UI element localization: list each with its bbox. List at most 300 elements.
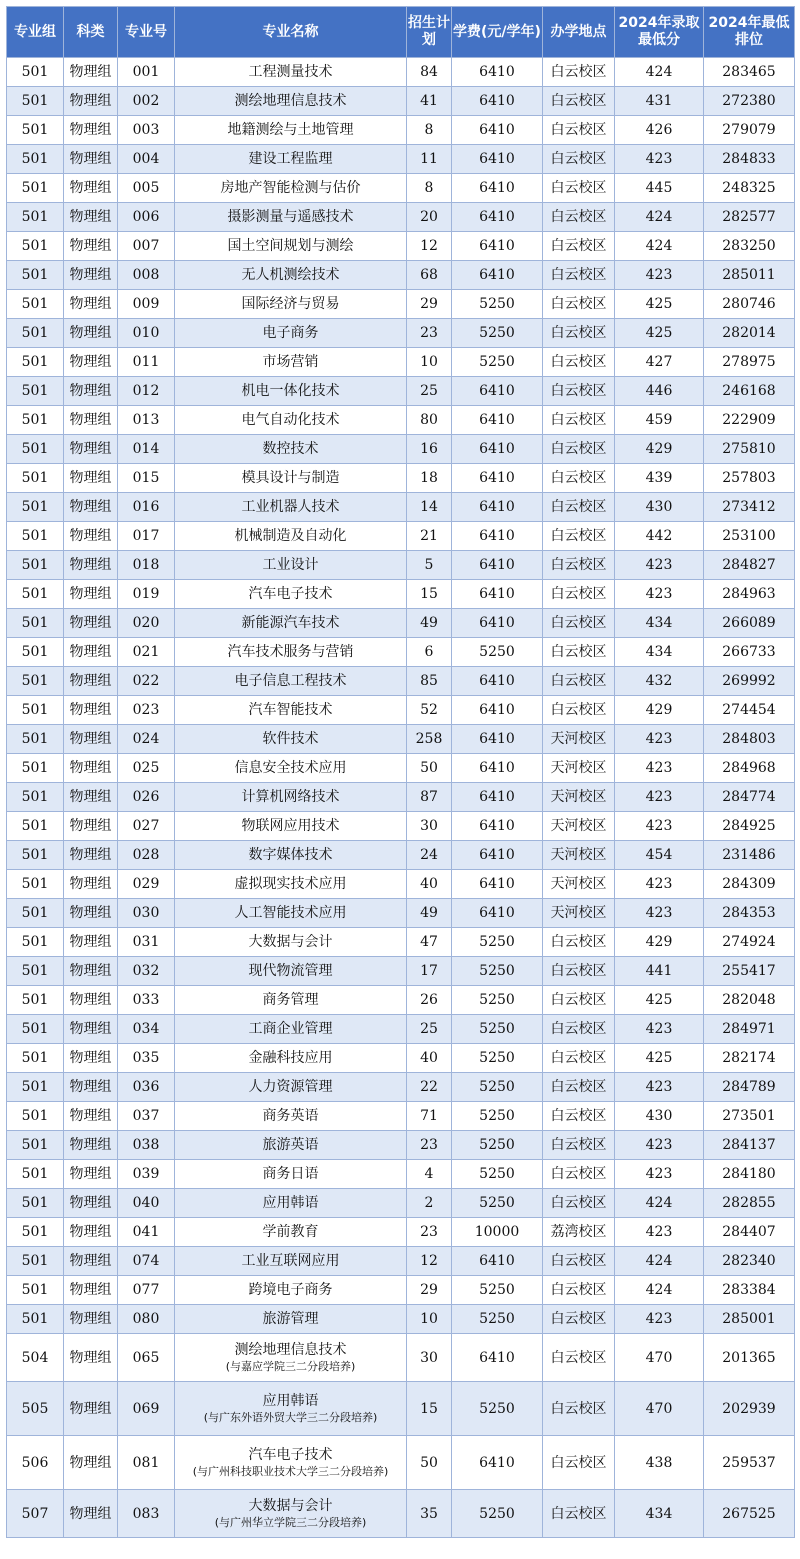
cell-major-no: 022 — [118, 667, 175, 696]
cell-min-score: 423 — [615, 754, 704, 783]
major-name-text: 电气自动化技术 — [241, 412, 340, 428]
table-row — [7, 1305, 795, 1334]
cell-campus: 荔湾校区 — [543, 1218, 615, 1247]
cell-group: 501 — [7, 1276, 64, 1305]
major-name-text: 国际经济与贸易 — [241, 296, 340, 312]
cell-plan: 6 — [407, 638, 452, 667]
cell-group: 501 — [7, 261, 64, 290]
cell-min-rank: 279079 — [704, 116, 795, 145]
major-name-text: 旅游管理 — [262, 1311, 319, 1327]
major-note-text: (与广州华立学院三二分段培养) — [214, 1515, 367, 1529]
cell-min-score: 430 — [615, 493, 704, 522]
cell-plan: 50 — [407, 1436, 452, 1490]
cell-fee: 6410 — [452, 145, 543, 174]
cell-group: 501 — [7, 1247, 64, 1276]
cell-plan: 10 — [407, 348, 452, 377]
cell-group: 501 — [7, 232, 64, 261]
major-name-text: 学前教育 — [262, 1224, 319, 1240]
major-name-text: 商务管理 — [262, 992, 319, 1008]
cell-major-no: 029 — [118, 870, 175, 899]
cell-fee: 6410 — [452, 58, 543, 87]
cell-campus: 白云校区 — [543, 1436, 615, 1490]
cell-plan: 2 — [407, 1189, 452, 1218]
major-name-text: 虚拟现实技术应用 — [234, 876, 347, 892]
cell-category: 物理组 — [64, 1073, 118, 1102]
cell-major-no: 013 — [118, 406, 175, 435]
cell-category: 物理组 — [64, 203, 118, 232]
cell-category: 物理组 — [64, 1189, 118, 1218]
cell-min-score: 439 — [615, 464, 704, 493]
cell-plan: 68 — [407, 261, 452, 290]
cell-fee: 5250 — [452, 638, 543, 667]
cell-min-rank: 266089 — [704, 609, 795, 638]
cell-campus: 白云校区 — [543, 1276, 615, 1305]
major-name-text: 跨境电子商务 — [248, 1282, 333, 1298]
major-name-text: 无人机测绘技术 — [241, 267, 340, 283]
cell-min-score: 445 — [615, 174, 704, 203]
cell-major-no: 019 — [118, 580, 175, 609]
major-name-text: 金融科技应用 — [248, 1050, 333, 1066]
header-category: 科类 — [64, 7, 118, 58]
cell-group: 501 — [7, 638, 64, 667]
cell-category: 物理组 — [64, 696, 118, 725]
cell-fee: 6410 — [452, 87, 543, 116]
cell-major-no: 028 — [118, 841, 175, 870]
cell-min-score: 429 — [615, 696, 704, 725]
major-name-text: 工业机器人技术 — [241, 499, 340, 515]
cell-plan: 30 — [407, 812, 452, 841]
table-row — [7, 841, 795, 870]
table-row — [7, 522, 795, 551]
cell-min-rank: 202939 — [704, 1382, 795, 1436]
cell-major-no: 007 — [118, 232, 175, 261]
cell-major-no: 033 — [118, 986, 175, 1015]
cell-min-rank: 201365 — [704, 1334, 795, 1382]
header-group: 专业组 — [7, 7, 64, 58]
cell-major-name — [175, 1015, 407, 1044]
cell-min-rank: 284968 — [704, 754, 795, 783]
cell-min-rank: 284309 — [704, 870, 795, 899]
major-name-text: 商务英语 — [262, 1108, 319, 1124]
major-name-text: 现代物流管理 — [248, 963, 333, 979]
cell-fee: 6410 — [452, 493, 543, 522]
cell-min-score: 425 — [615, 319, 704, 348]
cell-min-score: 423 — [615, 1131, 704, 1160]
cell-min-score: 427 — [615, 348, 704, 377]
cell-campus: 天河校区 — [543, 812, 615, 841]
major-name-text: 地籍测绘与土地管理 — [227, 122, 354, 138]
cell-major-name — [175, 928, 407, 957]
cell-group: 501 — [7, 174, 64, 203]
cell-campus: 白云校区 — [543, 1189, 615, 1218]
cell-major-no: 037 — [118, 1102, 175, 1131]
cell-fee: 6410 — [452, 580, 543, 609]
cell-fee: 6410 — [452, 522, 543, 551]
cell-fee: 6410 — [452, 870, 543, 899]
cell-major-no: 039 — [118, 1160, 175, 1189]
cell-category: 物理组 — [64, 145, 118, 174]
cell-min-rank: 284353 — [704, 899, 795, 928]
cell-group: 501 — [7, 783, 64, 812]
cell-category: 物理组 — [64, 609, 118, 638]
cell-min-rank: 259537 — [704, 1436, 795, 1490]
cell-min-score: 423 — [615, 1160, 704, 1189]
cell-campus: 白云校区 — [543, 1102, 615, 1131]
cell-plan: 12 — [407, 232, 452, 261]
major-name-text: 人力资源管理 — [248, 1079, 333, 1095]
cell-min-rank: 282855 — [704, 1189, 795, 1218]
cell-min-rank: 284827 — [704, 551, 795, 580]
cell-major-name — [175, 174, 407, 203]
cell-group: 501 — [7, 986, 64, 1015]
cell-major-name — [175, 812, 407, 841]
table-row — [7, 580, 795, 609]
cell-min-score: 454 — [615, 841, 704, 870]
cell-major-name — [175, 58, 407, 87]
cell-category: 物理组 — [64, 116, 118, 145]
table-row — [7, 1276, 795, 1305]
cell-min-score: 423 — [615, 580, 704, 609]
cell-campus: 白云校区 — [543, 493, 615, 522]
cell-major-name — [175, 667, 407, 696]
cell-major-name — [175, 87, 407, 116]
cell-min-score: 432 — [615, 667, 704, 696]
header-fee: 学费(元/学年) — [452, 7, 543, 58]
cell-min-rank: 282340 — [704, 1247, 795, 1276]
cell-fee: 5250 — [452, 1305, 543, 1334]
cell-min-rank: 275810 — [704, 435, 795, 464]
cell-fee: 6410 — [452, 406, 543, 435]
cell-category: 物理组 — [64, 1015, 118, 1044]
cell-min-rank: 282014 — [704, 319, 795, 348]
cell-plan: 29 — [407, 290, 452, 319]
cell-major-name — [175, 754, 407, 783]
cell-major-name — [175, 899, 407, 928]
cell-group: 501 — [7, 754, 64, 783]
cell-campus: 白云校区 — [543, 551, 615, 580]
cell-category: 物理组 — [64, 319, 118, 348]
cell-campus: 天河校区 — [543, 725, 615, 754]
cell-campus: 白云校区 — [543, 145, 615, 174]
cell-min-rank: 284833 — [704, 145, 795, 174]
table-row — [7, 1044, 795, 1073]
cell-category: 物理组 — [64, 1334, 118, 1382]
cell-min-score: 423 — [615, 899, 704, 928]
cell-group: 501 — [7, 87, 64, 116]
cell-group: 501 — [7, 725, 64, 754]
cell-category: 物理组 — [64, 870, 118, 899]
cell-fee: 6410 — [452, 551, 543, 580]
cell-category: 物理组 — [64, 928, 118, 957]
cell-category: 物理组 — [64, 261, 118, 290]
cell-plan: 50 — [407, 754, 452, 783]
cell-min-score: 442 — [615, 522, 704, 551]
cell-major-no: 083 — [118, 1490, 175, 1538]
cell-plan: 30 — [407, 1334, 452, 1382]
cell-fee: 5250 — [452, 1131, 543, 1160]
table-row — [7, 899, 795, 928]
cell-category: 物理组 — [64, 957, 118, 986]
cell-fee: 6410 — [452, 725, 543, 754]
cell-category: 物理组 — [64, 377, 118, 406]
cell-plan: 80 — [407, 406, 452, 435]
cell-category: 物理组 — [64, 232, 118, 261]
cell-min-rank: 282577 — [704, 203, 795, 232]
cell-fee: 5250 — [452, 957, 543, 986]
cell-fee: 5250 — [452, 348, 543, 377]
cell-fee: 6410 — [452, 377, 543, 406]
cell-min-rank: 231486 — [704, 841, 795, 870]
cell-min-score: 434 — [615, 1490, 704, 1538]
cell-campus: 白云校区 — [543, 290, 615, 319]
major-name-text: 房地产智能检测与估价 — [220, 180, 361, 196]
table-row — [7, 1189, 795, 1218]
cell-major-no: 023 — [118, 696, 175, 725]
major-name-text: 机械制造及自动化 — [234, 528, 347, 544]
cell-group: 501 — [7, 957, 64, 986]
admission-table — [6, 6, 795, 1538]
cell-min-score: 430 — [615, 1102, 704, 1131]
table-row — [7, 1382, 795, 1436]
cell-fee: 5250 — [452, 1015, 543, 1044]
table-row — [7, 145, 795, 174]
cell-major-no: 005 — [118, 174, 175, 203]
cell-plan: 15 — [407, 1382, 452, 1436]
cell-campus: 白云校区 — [543, 986, 615, 1015]
cell-group: 501 — [7, 203, 64, 232]
cell-category: 物理组 — [64, 725, 118, 754]
major-name-text: 应用韩语 — [262, 1392, 319, 1409]
cell-campus: 白云校区 — [543, 696, 615, 725]
cell-plan: 26 — [407, 986, 452, 1015]
table-row — [7, 754, 795, 783]
cell-fee: 5250 — [452, 1044, 543, 1073]
cell-major-no: 031 — [118, 928, 175, 957]
table-row — [7, 696, 795, 725]
cell-major-no: 021 — [118, 638, 175, 667]
cell-min-score: 423 — [615, 870, 704, 899]
table-row — [7, 406, 795, 435]
cell-category: 物理组 — [64, 1044, 118, 1073]
cell-category: 物理组 — [64, 1382, 118, 1436]
cell-major-no: 015 — [118, 464, 175, 493]
cell-category: 物理组 — [64, 1305, 118, 1334]
cell-major-name — [175, 580, 407, 609]
cell-plan: 258 — [407, 725, 452, 754]
cell-group: 501 — [7, 319, 64, 348]
cell-min-rank: 284137 — [704, 1131, 795, 1160]
cell-major-no: 040 — [118, 1189, 175, 1218]
cell-category: 物理组 — [64, 348, 118, 377]
table-row — [7, 1247, 795, 1276]
cell-fee: 5250 — [452, 1189, 543, 1218]
table-row — [7, 870, 795, 899]
cell-min-rank: 284407 — [704, 1218, 795, 1247]
cell-fee: 6410 — [452, 609, 543, 638]
cell-campus: 白云校区 — [543, 377, 615, 406]
table-row — [7, 1160, 795, 1189]
header-row — [7, 7, 795, 58]
cell-major-name — [175, 232, 407, 261]
cell-min-rank: 283465 — [704, 58, 795, 87]
cell-major-no: 030 — [118, 899, 175, 928]
cell-fee: 5250 — [452, 1073, 543, 1102]
cell-group: 501 — [7, 609, 64, 638]
cell-min-score: 423 — [615, 1015, 704, 1044]
cell-group: 501 — [7, 1073, 64, 1102]
header-major-no: 专业号 — [118, 7, 175, 58]
table-row — [7, 377, 795, 406]
cell-category: 物理组 — [64, 667, 118, 696]
table-row — [7, 319, 795, 348]
cell-min-rank: 273412 — [704, 493, 795, 522]
table-row — [7, 1131, 795, 1160]
cell-fee: 6410 — [452, 464, 543, 493]
cell-major-name — [175, 406, 407, 435]
cell-group: 501 — [7, 464, 64, 493]
cell-category: 物理组 — [64, 174, 118, 203]
cell-major-name — [175, 203, 407, 232]
cell-min-rank: 274924 — [704, 928, 795, 957]
table-row — [7, 1015, 795, 1044]
cell-group: 501 — [7, 435, 64, 464]
table-row — [7, 116, 795, 145]
cell-category: 物理组 — [64, 493, 118, 522]
cell-group: 501 — [7, 1015, 64, 1044]
major-name-text: 数控技术 — [262, 441, 319, 457]
cell-plan: 71 — [407, 1102, 452, 1131]
major-name-text: 市场营销 — [262, 354, 319, 370]
cell-fee: 6410 — [452, 667, 543, 696]
cell-major-name — [175, 464, 407, 493]
cell-major-no: 041 — [118, 1218, 175, 1247]
cell-min-score: 423 — [615, 812, 704, 841]
cell-campus: 白云校区 — [543, 1131, 615, 1160]
table-row — [7, 493, 795, 522]
cell-category: 物理组 — [64, 899, 118, 928]
cell-group: 501 — [7, 1189, 64, 1218]
cell-major-no: 081 — [118, 1436, 175, 1490]
table-row — [7, 928, 795, 957]
cell-plan: 41 — [407, 87, 452, 116]
cell-category: 物理组 — [64, 580, 118, 609]
cell-group: 501 — [7, 522, 64, 551]
cell-major-no: 080 — [118, 1305, 175, 1334]
cell-category: 物理组 — [64, 638, 118, 667]
cell-campus: 白云校区 — [543, 580, 615, 609]
cell-campus: 白云校区 — [543, 1160, 615, 1189]
cell-major-name — [175, 638, 407, 667]
cell-category: 物理组 — [64, 841, 118, 870]
cell-campus: 白云校区 — [543, 957, 615, 986]
header-major-name: 专业名称 — [175, 7, 407, 58]
major-note-text: (与嘉应学院三二分段培养) — [225, 1359, 356, 1373]
major-note-text: (与广州科技职业技术大学三二分段培养) — [192, 1464, 389, 1478]
cell-major-name — [175, 493, 407, 522]
cell-campus: 天河校区 — [543, 870, 615, 899]
cell-major-no: 038 — [118, 1131, 175, 1160]
cell-campus: 白云校区 — [543, 928, 615, 957]
major-name-text: 商务日语 — [262, 1166, 319, 1182]
cell-major-no: 025 — [118, 754, 175, 783]
cell-plan: 87 — [407, 783, 452, 812]
cell-campus: 白云校区 — [543, 1073, 615, 1102]
cell-plan: 35 — [407, 1490, 452, 1538]
major-name-text: 物联网应用技术 — [241, 818, 340, 834]
cell-min-score: 423 — [615, 145, 704, 174]
cell-category: 物理组 — [64, 754, 118, 783]
cell-group: 501 — [7, 1160, 64, 1189]
table-row — [7, 551, 795, 580]
cell-fee: 6410 — [452, 783, 543, 812]
major-name-text: 电子商务 — [262, 325, 319, 341]
cell-fee: 5250 — [452, 319, 543, 348]
table-row — [7, 261, 795, 290]
cell-group: 501 — [7, 696, 64, 725]
major-name-text: 工业设计 — [262, 557, 319, 573]
cell-min-rank: 274454 — [704, 696, 795, 725]
cell-fee: 6410 — [452, 696, 543, 725]
cell-min-score: 429 — [615, 435, 704, 464]
cell-group: 501 — [7, 1102, 64, 1131]
cell-plan: 21 — [407, 522, 452, 551]
major-name-text: 测绘地理信息技术 — [234, 1341, 347, 1358]
cell-plan: 10 — [407, 1305, 452, 1334]
major-name-text: 机电一体化技术 — [241, 383, 340, 399]
table-row — [7, 1218, 795, 1247]
cell-campus: 白云校区 — [543, 58, 615, 87]
cell-plan: 22 — [407, 1073, 452, 1102]
major-name-text: 汽车智能技术 — [248, 702, 333, 718]
cell-group: 501 — [7, 348, 64, 377]
table-row — [7, 1436, 795, 1490]
cell-major-name — [175, 870, 407, 899]
cell-major-name — [175, 609, 407, 638]
cell-major-no: 074 — [118, 1247, 175, 1276]
cell-major-no: 006 — [118, 203, 175, 232]
cell-min-score: 429 — [615, 928, 704, 957]
cell-min-rank: 284180 — [704, 1160, 795, 1189]
cell-major-name — [175, 1044, 407, 1073]
major-name-text: 大数据与会计 — [248, 934, 333, 950]
cell-min-rank: 283384 — [704, 1276, 795, 1305]
cell-group: 501 — [7, 899, 64, 928]
cell-fee: 5250 — [452, 1102, 543, 1131]
table-row — [7, 58, 795, 87]
major-name-text: 汽车技术服务与营销 — [227, 644, 354, 660]
cell-group: 501 — [7, 377, 64, 406]
cell-fee: 6410 — [452, 899, 543, 928]
cell-fee: 5250 — [452, 1160, 543, 1189]
cell-major-no: 016 — [118, 493, 175, 522]
cell-min-rank: 248325 — [704, 174, 795, 203]
major-name-text: 计算机网络技术 — [241, 789, 340, 805]
cell-category: 物理组 — [64, 1490, 118, 1538]
cell-plan: 8 — [407, 174, 452, 203]
cell-fee: 5250 — [452, 1276, 543, 1305]
cell-group: 501 — [7, 1131, 64, 1160]
cell-major-no: 032 — [118, 957, 175, 986]
cell-major-no: 024 — [118, 725, 175, 754]
cell-min-rank: 273501 — [704, 1102, 795, 1131]
cell-campus: 白云校区 — [543, 1490, 615, 1538]
cell-major-no: 026 — [118, 783, 175, 812]
cell-campus: 白云校区 — [543, 116, 615, 145]
cell-campus: 白云校区 — [543, 232, 615, 261]
table-row — [7, 1102, 795, 1131]
cell-category: 物理组 — [64, 1247, 118, 1276]
cell-plan: 14 — [407, 493, 452, 522]
